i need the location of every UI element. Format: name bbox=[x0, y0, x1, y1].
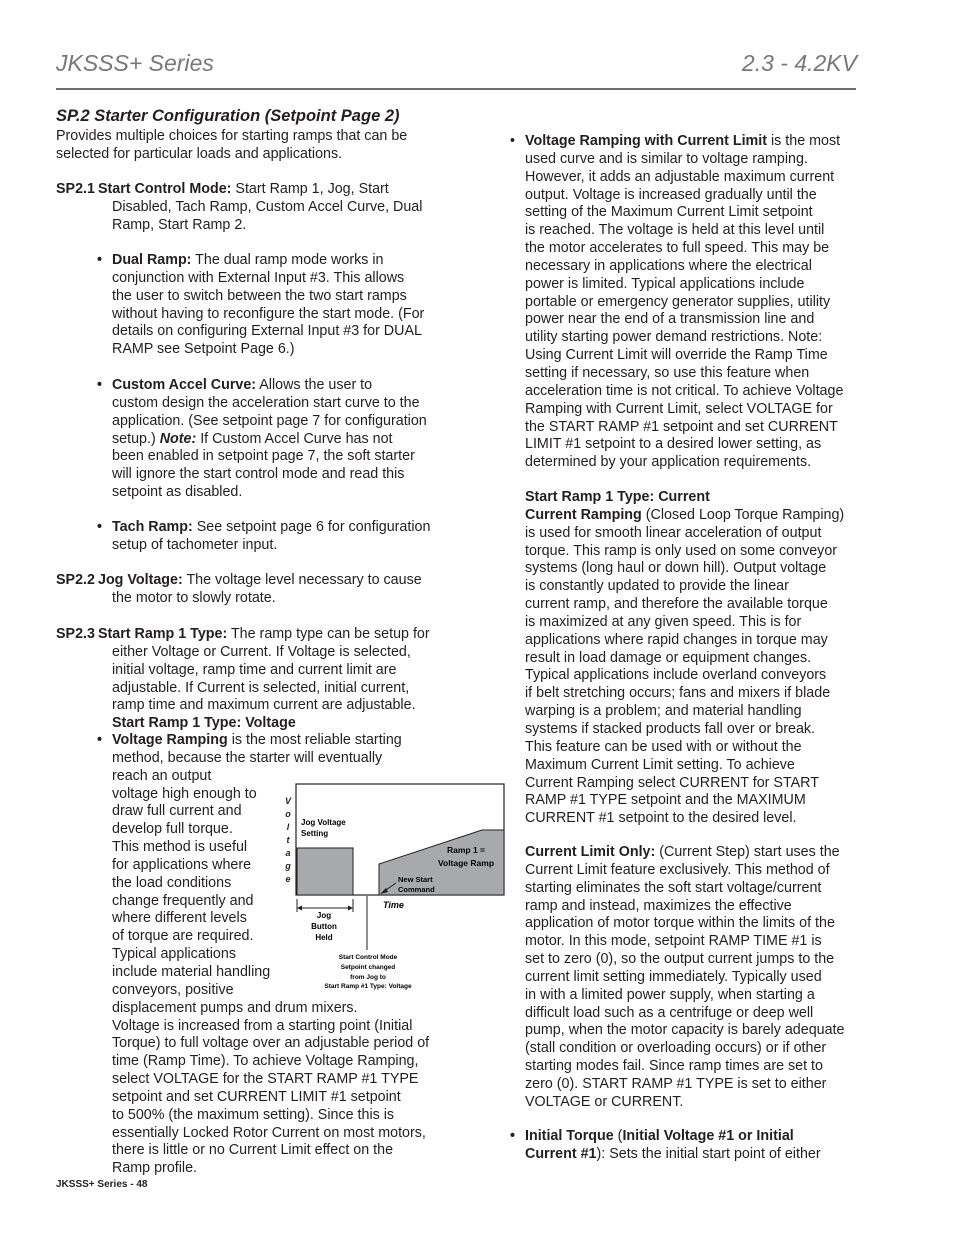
initial-current-label: Current #1 bbox=[525, 1145, 597, 1162]
text-line: acceleration time is not critical. To achieve Voltage bbox=[525, 382, 844, 399]
text-line: determined by your application requirements. bbox=[525, 454, 812, 471]
text-line: Ramp profile. bbox=[112, 1160, 198, 1177]
text-line: setup of tachometer input. bbox=[112, 536, 278, 553]
vrcl-label: Voltage Ramping with Current Limit bbox=[525, 133, 767, 149]
axis-letter: t bbox=[286, 835, 290, 845]
text-line: current ramp, and therefore the available torque bbox=[525, 596, 828, 613]
text-line: been enabled in setpoint page 7, the soft starter bbox=[112, 448, 415, 465]
text-line: If Custom Accel Curve has not bbox=[196, 430, 393, 447]
header-voltage-range: 2.3 - 4.2KV bbox=[741, 50, 857, 76]
text-line: necessary in applications where the electrical bbox=[525, 257, 812, 274]
text-line: result in load damage or equipment changes. bbox=[525, 649, 812, 666]
axis-letter: o bbox=[285, 809, 291, 819]
ramp-label: Ramp 1 = bbox=[446, 845, 486, 855]
text-line: torque. This ramp is only used on some conveyor bbox=[525, 542, 838, 559]
text-line: starting modes fail. Since ramp times are set to bbox=[525, 1058, 823, 1075]
section-title: SP.2 Starter Configuration (Setpoint Page 2) bbox=[56, 107, 400, 125]
text-line: setpoint and set CURRENT LIMIT #1 setpoint bbox=[112, 1088, 401, 1105]
text-line: The dual ramp mode works in bbox=[191, 252, 384, 268]
text-line: set to zero (0), so the output current jumps to the bbox=[525, 951, 835, 968]
text-line: Allows the user to bbox=[256, 377, 373, 393]
tach-ramp-label: Tach Ramp: bbox=[112, 519, 193, 535]
text-line: (Current Step) start uses the bbox=[655, 844, 840, 860]
sp21-line: Ramp, Start Ramp 2. bbox=[112, 216, 247, 233]
axis-letter: a bbox=[285, 848, 291, 858]
custom-accel-label: Custom Accel Curve: bbox=[112, 377, 257, 393]
text-line: application of motor torque within the limits of the bbox=[525, 915, 835, 932]
dual-ramp-label: Dual Ramp: bbox=[112, 252, 192, 268]
intro-paragraph bbox=[56, 128, 448, 164]
header-rule bbox=[56, 88, 856, 90]
text-line: of torque are required. bbox=[112, 928, 254, 945]
caption-line: Start Ramp #1 Type: Voltage bbox=[324, 983, 412, 990]
text-line: ramp and instead, maximizes the effective bbox=[525, 897, 792, 914]
ramp-label: Voltage Ramp bbox=[437, 858, 495, 868]
bullet: • bbox=[97, 519, 103, 535]
initial-torque-text bbox=[525, 1128, 860, 1164]
text-line: is constantly updated to provide the linear bbox=[525, 578, 789, 595]
text-line: VOLTAGE or CURRENT. bbox=[525, 1093, 684, 1110]
text-line: is the most reliable starting bbox=[227, 732, 402, 748]
jog-voltage-block bbox=[297, 848, 353, 895]
axis-letter: l bbox=[286, 822, 290, 832]
text-line: is the most bbox=[767, 133, 841, 149]
jog-dim-arrow-left bbox=[297, 906, 302, 911]
tach-ramp-text bbox=[112, 519, 447, 555]
sp23-subhead: Start Ramp 1 Type: Voltage bbox=[112, 715, 296, 732]
bullet: • bbox=[97, 252, 103, 268]
text-line: there is little or no Current Limit effect on the bbox=[112, 1142, 394, 1159]
text-line: Typical applications bbox=[112, 946, 236, 963]
text-line: custom design the acceleration start curve to the bbox=[112, 394, 420, 411]
text-line: power is limited. Typical applications include bbox=[525, 275, 805, 292]
header-series: JKSSS+ Series bbox=[56, 50, 214, 76]
text-line: systems if stacked products fall over or break. bbox=[525, 720, 816, 737]
text-line: (stall condition or overloading occurs) or if other bbox=[525, 1040, 827, 1057]
jog-voltage-label: Setting bbox=[301, 829, 329, 838]
text-line: the load conditions bbox=[112, 874, 232, 891]
text-line: utility starting power demand restrictions. Note: bbox=[525, 329, 823, 346]
sp21-text bbox=[98, 181, 458, 235]
text-line: current limit setting immediately. Typically used bbox=[525, 968, 822, 985]
caption-line: Setpoint changed bbox=[340, 964, 396, 971]
text-line: without having to reconfigure the start mode. (For bbox=[112, 305, 425, 322]
text-line: systems (long haul or down hill). Output voltage bbox=[525, 560, 827, 577]
text-line: adjustable. If Current is selected, initial current, bbox=[112, 679, 410, 696]
page-footer: JKSSS+ Series - 48 bbox=[56, 1179, 148, 1190]
sp21-line: Disabled, Tach Ramp, Custom Accel Curve, Dual bbox=[112, 198, 423, 215]
jog-dim-arrow-right bbox=[348, 906, 353, 911]
text-line: setpoint as disabled. bbox=[112, 484, 243, 501]
text-line: will ignore the start control mode and read this bbox=[112, 466, 405, 483]
text-line: details on configuring External Input #3 for DUAL bbox=[112, 323, 422, 340]
new-start-label: Command bbox=[398, 885, 435, 894]
text-line: The voltage level necessary to cause bbox=[182, 572, 422, 588]
current-limit-block bbox=[525, 844, 865, 1112]
text-line: is used for smooth linear acceleration of output bbox=[525, 524, 822, 541]
text-line: ramp time and maximum current are adjustable. bbox=[112, 697, 416, 714]
caption-line: from Jog to bbox=[350, 974, 386, 981]
text-line: setting if necessary, so use this feature when bbox=[525, 364, 810, 381]
text-line: The ramp type can be setup for bbox=[227, 626, 430, 642]
jog-button-label: Button bbox=[311, 922, 337, 931]
text-line: However, it adds an adjustable maximum current bbox=[525, 168, 835, 185]
text-line: the motor to slowly rotate. bbox=[112, 589, 276, 606]
bullet: • bbox=[510, 1128, 516, 1144]
text-line: select VOLTAGE for the START RAMP #1 TYPE bbox=[112, 1071, 419, 1088]
initial-voltage-label: Initial Voltage #1 or Initial bbox=[622, 1128, 794, 1144]
bullet: • bbox=[97, 732, 103, 748]
text-line: application. (See setpoint page 7 for configuration bbox=[112, 412, 427, 429]
text-line: Maximum Current Limit setting. To achieve bbox=[525, 756, 795, 773]
text-line: initial voltage, ramp time and current limit are bbox=[112, 661, 397, 678]
text-line: Voltage is increased from a starting point (Initial bbox=[112, 1017, 413, 1034]
note-label: Note: bbox=[159, 430, 197, 447]
text-line: is maximized at any given speed. This is for bbox=[525, 613, 802, 630]
voltage-ramping-label: Voltage Ramping bbox=[112, 732, 228, 748]
text-line: time (Ramp Time). To achieve Voltage Ramping, bbox=[112, 1053, 419, 1070]
text-line: CURRENT #1 setpoint to the desired level. bbox=[525, 810, 797, 827]
text-line: ( bbox=[613, 1128, 623, 1144]
text-line: ): Sets the initial start point of either bbox=[596, 1145, 821, 1162]
vrcl-text bbox=[525, 133, 860, 472]
text-line: motor. In this mode, setpoint RAMP TIME #1 is bbox=[525, 933, 822, 950]
text-line: setting of the Maximum Current Limit setpoint bbox=[525, 204, 813, 221]
text-line: conveyors, positive bbox=[112, 981, 234, 998]
text-line: the START RAMP #1 setpoint and set CURRENT bbox=[525, 418, 838, 435]
text-line: the motor accelerates to full speed. This may be bbox=[525, 240, 830, 257]
text-line: power near the end of a transmission line and bbox=[525, 311, 815, 328]
text-line: (Closed Loop Torque Ramping) bbox=[641, 506, 845, 523]
text-line: the user to switch between the two start ramps bbox=[112, 287, 407, 304]
time-label: Time bbox=[383, 900, 404, 910]
text-line: displacement pumps and drum mixers. bbox=[112, 999, 358, 1016]
sp22-label: Jog Voltage: bbox=[98, 572, 183, 588]
bullet: • bbox=[510, 133, 516, 149]
text-line: warping is a problem; and material handling bbox=[525, 703, 802, 720]
text-line: for applications where bbox=[112, 856, 252, 873]
text-line: method, because the starter will eventually bbox=[112, 749, 383, 766]
text-line: starting eliminates the soft start voltage/current bbox=[525, 879, 822, 896]
intro-line: Provides multiple choices for starting ramps that can be bbox=[56, 128, 408, 144]
sp23-label: Start Ramp 1 Type: bbox=[98, 626, 228, 642]
text-line: to 500% (the maximum setting). Since this is bbox=[112, 1106, 395, 1123]
sp22-text bbox=[98, 572, 458, 608]
current-ramp-label: Current Ramping bbox=[525, 506, 642, 523]
text-line: draw full current and bbox=[112, 803, 242, 820]
text-line: used curve and is similar to voltage ramping. bbox=[525, 150, 808, 167]
text-line: Current Limit feature exclusively. This method of bbox=[525, 861, 830, 878]
text-line: See setpoint page 6 for configuration bbox=[192, 519, 431, 535]
current-limit-label: Current Limit Only: bbox=[525, 844, 656, 860]
text-line: applications where rapid changes in torque may bbox=[525, 631, 828, 648]
axis-letter: V bbox=[284, 796, 292, 806]
text-line: Torque) to full voltage over an adjustable period of bbox=[112, 1035, 430, 1052]
dual-ramp-text bbox=[112, 252, 447, 359]
text-line: output. Voltage is increased gradually until the bbox=[525, 186, 817, 203]
jog-button-label: Held bbox=[315, 933, 333, 942]
caption-line: Start Control Mode bbox=[338, 954, 398, 961]
text-line: Ramping with Current Limit, select VOLTAGE for bbox=[525, 400, 833, 417]
current-ramp-head: Start Ramp 1 Type: Current bbox=[525, 489, 710, 505]
text-line: is reached. The voltage is held at this level until bbox=[525, 222, 825, 239]
text-line: This feature can be used with or without the bbox=[525, 738, 802, 755]
initial-torque-label: Initial Torque bbox=[525, 1128, 614, 1144]
text-line: Typical applications include overland conveyors bbox=[525, 667, 827, 684]
text-line: voltage high enough to bbox=[112, 785, 257, 802]
jog-button-label: Jog bbox=[316, 911, 332, 920]
intro-line: selected for particular loads and applications. bbox=[56, 145, 343, 162]
axis-letter: g bbox=[285, 861, 291, 871]
text-line: reach an output bbox=[112, 767, 212, 784]
text-line: Current Ramping select CURRENT for START bbox=[525, 774, 819, 791]
text-line: RAMP see Setpoint Page 6.) bbox=[112, 341, 295, 358]
sp22-number: SP2.2 bbox=[56, 572, 95, 588]
voltage-ramp-diagram bbox=[280, 780, 510, 995]
custom-accel-text bbox=[112, 377, 447, 502]
text-line: if belt stretching occurs; fans and mixers if blade bbox=[525, 685, 831, 702]
text-line: essentially Locked Rotor Current on most motors, bbox=[112, 1124, 426, 1141]
text-line: where different levels bbox=[112, 910, 247, 927]
text-line: include material handling bbox=[112, 963, 271, 980]
text-line: change frequently and bbox=[112, 892, 254, 909]
sp23-number: SP2.3 bbox=[56, 626, 95, 642]
jog-voltage-label: Jog Voltage bbox=[301, 818, 346, 827]
new-start-label: New Start bbox=[398, 875, 433, 884]
text-line: conjunction with External Input #3. This allows bbox=[112, 269, 405, 286]
current-ramp-block bbox=[525, 489, 865, 828]
text-line: either Voltage or Current. If Voltage is selected, bbox=[112, 643, 411, 660]
text-line: portable or emergency generator supplies, utility bbox=[525, 293, 831, 310]
sp23-text bbox=[98, 626, 458, 733]
text-line: zero (0). START RAMP #1 TYPE is set to either bbox=[525, 1075, 827, 1092]
sp21-label: Start Control Mode: bbox=[98, 181, 232, 197]
axis-letter: e bbox=[285, 874, 291, 884]
bullet: • bbox=[97, 377, 103, 393]
sp21-line: Start Ramp 1, Jog, Start bbox=[231, 181, 389, 197]
text-line: RAMP #1 TYPE setpoint and the MAXIMUM bbox=[525, 792, 806, 809]
text-line: develop full torque. bbox=[112, 821, 233, 838]
text-line: This method is useful bbox=[112, 839, 248, 856]
text-line: pump, when the motor capacity is barely adequate bbox=[525, 1022, 845, 1039]
text-line: Using Current Limit will override the Ramp Time bbox=[525, 347, 828, 364]
text-line: setup.) bbox=[112, 430, 160, 447]
sp21-number: SP2.1 bbox=[56, 181, 95, 197]
text-line: in with a limited power supply, when starting a bbox=[525, 986, 815, 1003]
text-line: difficult load such as a centrifuge or deep well bbox=[525, 1004, 814, 1021]
text-line: LIMIT #1 setpoint to a desired lower setting, as bbox=[525, 436, 822, 453]
